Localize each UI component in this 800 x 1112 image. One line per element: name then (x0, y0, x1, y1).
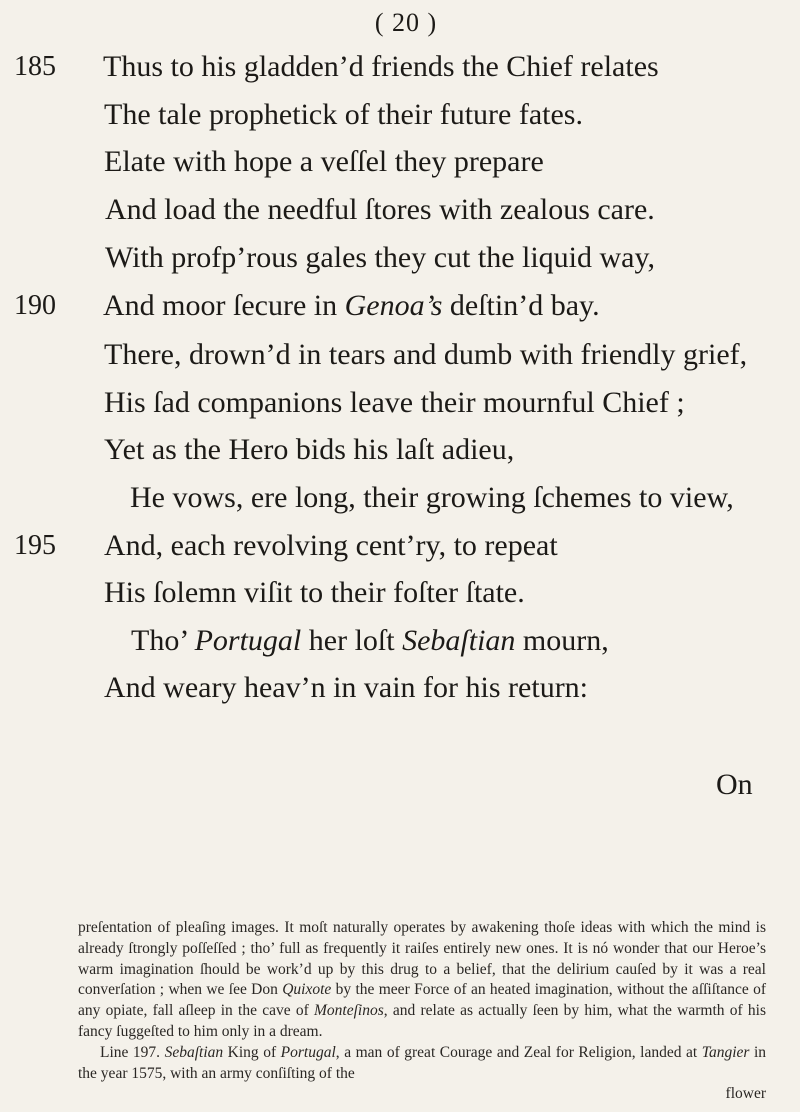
verse-line (0, 139, 800, 185)
verse-line (0, 332, 800, 378)
verse-line (0, 523, 800, 569)
verse-text: The tale prophetick of their future fates. (104, 98, 583, 131)
verse-line (0, 92, 800, 138)
verse-text: Tho’ Portugal her loſt Sebaſtian mourn, (131, 624, 609, 657)
verse-line (0, 380, 800, 426)
verse-text: Thus to his gladden’d friends the Chief relates (103, 50, 659, 83)
verse-line (0, 618, 800, 664)
page-number: ( 20 ) (374, 8, 438, 37)
verse-line (0, 427, 800, 473)
catchword: On (716, 768, 753, 801)
verse-text: Yet as the Hero bids his laſt adieu, (104, 433, 515, 466)
verse-text: Elate with hope a veſſel they prepare (104, 145, 544, 178)
verse-text: He vows, ere long, their growing ſchemes to view, (130, 481, 734, 514)
verse-text: And, each revolving cent’ry, to repeat (104, 529, 558, 562)
verse-line (0, 283, 800, 329)
verse-text: His ſad companions leave their mournful Chief ; (104, 386, 685, 419)
line-number: 185 (14, 51, 56, 82)
footnotes (78, 918, 766, 1105)
verse-line (0, 475, 800, 521)
footnote-paragraph: Line 197. Sebaſtian King of Portugal, a man of great Courage and Zeal for Religion, landed at Tangier in the year 1575, with an army conſiſting of the (78, 1043, 767, 1082)
line-number: 195 (14, 530, 56, 561)
verse-line (0, 570, 800, 616)
verse-line (0, 187, 800, 233)
verse-line (0, 44, 800, 90)
verse-text: And weary heav’n in vain for his return: (104, 671, 589, 704)
verse-text: And moor ſecure in Genoa’s deſtin’d bay. (103, 289, 600, 322)
footnote-catchword: flower (725, 1085, 766, 1103)
verse-line (0, 235, 800, 281)
verse-text: With profp’rous gales they cut the liquid way, (105, 241, 656, 274)
verse-text: And load the needful ſtores with zealous care. (105, 193, 655, 226)
line-number: 190 (14, 290, 56, 321)
verse-text: There, drown’d in tears and dumb with friendly grief, (104, 338, 748, 371)
verse-text: His ſolemn viſit to their foſter ſtate. (104, 576, 525, 609)
footnote-paragraph: preſentation of pleaſing images. It moſt naturally operates by awakening thoſe ideas with which the mind is already ſtrongly poſſeſſed ; tho’ full as frequently it raiſes entirely new ones. It is nó wonder that our Heroe’s warm imagination ſhould be work’d up by this drug to a belief, that the delirium cauſed by it was a real converſation ; when we ſee Don Quixote by the meer Force of an heated imagination, without the aſſiſtance of any opiate, fall aſleep in the cave of Monteſinos, and relate as actually ſeen by him, what the warmth of his fancy ſuggeſted to him only in a dream. (78, 919, 767, 1040)
verse-line (0, 665, 800, 711)
